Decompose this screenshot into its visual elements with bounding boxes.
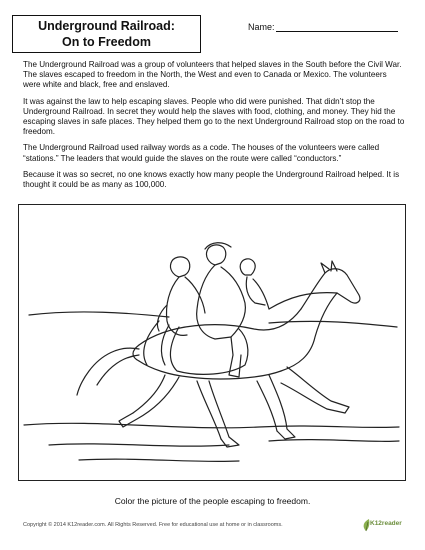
title-line-1: Underground Railroad: (38, 19, 175, 33)
worksheet-title (12, 15, 201, 53)
k12reader-logo (361, 518, 411, 532)
paragraph-1: The Underground Railroad was a group of volunteers that helped slaves in the South before the Civil War. The slaves escaped to freedom in the North, the West and even to Canada or Mexico. The volunteers were white and black, free and enslaved. (23, 60, 402, 90)
logo-text: K12reader (370, 520, 402, 527)
coloring-instruction: Color the picture of the people escaping to freedom. (114, 496, 311, 506)
horse-riders-illustration (19, 205, 405, 480)
paragraph-3: The Underground Railroad used railway words as a code. The houses of the volunteers were called “stations.” The leaders that would guide the slaves on the route were called “conductors.” (23, 143, 380, 163)
paragraph-4: Because it was so secret, no one knows exactly how many people the Underground Railroad helped. It is thought it could be as many as 100,000. (23, 169, 400, 190)
name-write-line[interactable] (276, 31, 398, 32)
paragraph-2: It was against the law to help escaping slaves. People who did were punished. That didn’t stop the Underground Railroad. In secret they would help the slaves with food, clothing, and money. They hid the escaping slaves in safe places. They helped them go to the next Underground Railroad stop on the road to freedom. (23, 96, 405, 137)
coloring-picture[interactable] (18, 204, 406, 481)
reading-passage (23, 60, 405, 196)
name-label: Name: (248, 22, 275, 32)
copyright-footer: Copyright © 2014 K12reader.com. All Rights Reserved. Free for educational use at home or in classrooms. (23, 522, 283, 528)
title-line-2: On to Freedom (62, 35, 151, 49)
